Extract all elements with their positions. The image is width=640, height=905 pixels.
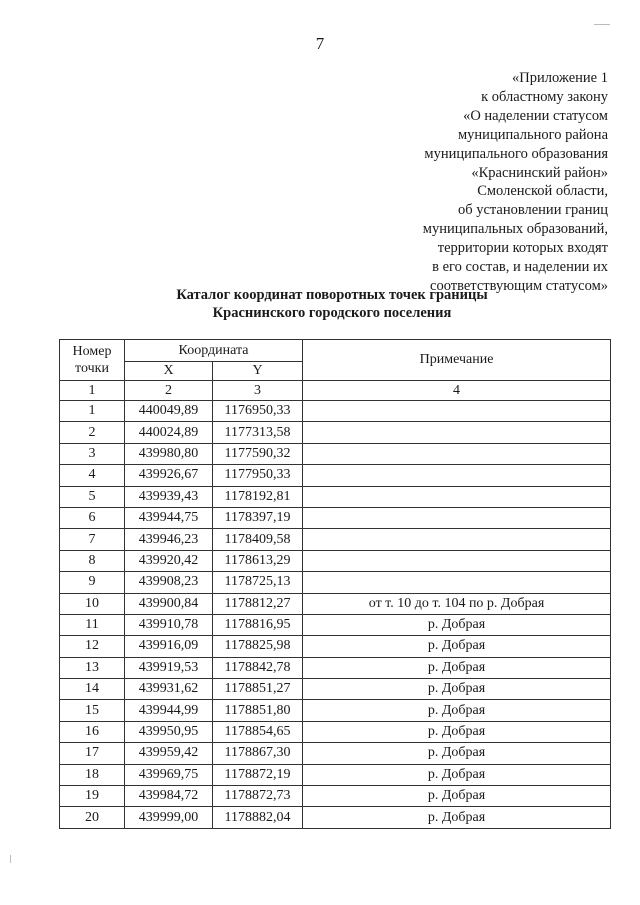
table-row: [60, 529, 611, 550]
table-row: [60, 743, 611, 764]
point-number-cell: 7: [60, 529, 125, 550]
x-coordinate-cell: 439946,23: [125, 529, 213, 550]
x-coordinate-cell: 440049,89: [125, 401, 213, 422]
x-coordinate-cell: 439984,72: [125, 786, 213, 807]
x-coordinate-cell: 439926,67: [125, 465, 213, 486]
table-row: [60, 507, 611, 528]
note-cell: р. Добрая: [303, 614, 611, 635]
table-row: [60, 721, 611, 742]
table-row: [60, 422, 611, 443]
y-coordinate-cell: 1178613,29: [213, 550, 303, 571]
title-line-1: Каталог координат поворотных точек границы: [176, 287, 488, 303]
point-number-cell: 6: [60, 507, 125, 528]
point-number-cell: 4: [60, 465, 125, 486]
table-row: [60, 465, 611, 486]
appendix-line: в его состав, и наделении их: [432, 259, 608, 276]
table-row: [60, 636, 611, 657]
y-coordinate-cell: 1177950,33: [213, 465, 303, 486]
y-coordinate-cell: 1178851,80: [213, 700, 303, 721]
column-number: 3: [213, 381, 303, 401]
table-row: [60, 700, 611, 721]
point-number-cell: 3: [60, 443, 125, 464]
x-coordinate-cell: 439944,99: [125, 700, 213, 721]
x-coordinate-cell: 439900,84: [125, 593, 213, 614]
column-number: 2: [125, 381, 213, 401]
title-line-2: Краснинского городского поселения: [212, 305, 452, 321]
y-coordinate-cell: 1178854,65: [213, 721, 303, 742]
note-cell: р. Добрая: [303, 657, 611, 678]
table-row: [60, 786, 611, 807]
x-coordinate-cell: 439919,53: [125, 657, 213, 678]
y-coordinate-cell: 1178816,95: [213, 614, 303, 635]
y-coordinate-cell: 1177313,58: [213, 422, 303, 443]
note-cell: [303, 465, 611, 486]
header-point-number-line1: Номер: [72, 344, 112, 359]
point-number-cell: 5: [60, 486, 125, 507]
table-row: [60, 657, 611, 678]
y-coordinate-cell: 1178842,78: [213, 657, 303, 678]
x-coordinate-cell: 439908,23: [125, 572, 213, 593]
y-coordinate-cell: 1178867,30: [213, 743, 303, 764]
y-coordinate-cell: 1178872,19: [213, 764, 303, 785]
header-x: X: [125, 362, 213, 381]
note-cell: р. Добрая: [303, 679, 611, 700]
y-coordinate-cell: 1178192,81: [213, 486, 303, 507]
y-coordinate-cell: 1178725,13: [213, 572, 303, 593]
note-cell: р. Добрая: [303, 807, 611, 828]
point-number-cell: 11: [60, 614, 125, 635]
point-number-cell: 18: [60, 764, 125, 785]
note-cell: р. Добрая: [303, 636, 611, 657]
y-coordinate-cell: 1178872,73: [213, 786, 303, 807]
point-number-cell: 1: [60, 401, 125, 422]
note-cell: р. Добрая: [303, 700, 611, 721]
point-number-cell: 20: [60, 807, 125, 828]
y-coordinate-cell: 1178851,27: [213, 679, 303, 700]
note-cell: [303, 572, 611, 593]
y-coordinate-cell: 1178397,19: [213, 507, 303, 528]
x-coordinate-cell: 439980,80: [125, 443, 213, 464]
note-cell: р. Добрая: [303, 743, 611, 764]
note-cell: [303, 443, 611, 464]
appendix-line: об установлении границ: [457, 202, 608, 219]
header-point-number: [60, 340, 125, 381]
table-row: [60, 486, 611, 507]
point-number-cell: 16: [60, 721, 125, 742]
y-coordinate-cell: 1178409,58: [213, 529, 303, 550]
y-coordinate-cell: 1176950,33: [213, 401, 303, 422]
scan-mark-left: [10, 855, 11, 863]
table-row: [60, 614, 611, 635]
document-title: [0, 286, 640, 322]
note-cell: р. Добрая: [303, 764, 611, 785]
scan-mark-top-right: [594, 24, 610, 25]
x-coordinate-cell: 439959,42: [125, 743, 213, 764]
x-coordinate-cell: 439944,75: [125, 507, 213, 528]
note-cell: [303, 550, 611, 571]
y-coordinate-cell: 1178812,27: [213, 593, 303, 614]
note-cell: [303, 507, 611, 528]
appendix-line: муниципального образования: [424, 145, 608, 162]
column-number: 4: [303, 381, 611, 401]
appendix-line: «Приложение 1: [512, 70, 608, 86]
y-coordinate-cell: 1178825,98: [213, 636, 303, 657]
header-point-number-line2: точки: [75, 361, 109, 376]
point-number-cell: 19: [60, 786, 125, 807]
x-coordinate-cell: 439950,95: [125, 721, 213, 742]
y-coordinate-cell: 1177590,32: [213, 443, 303, 464]
appendix-line: муниципального района: [458, 126, 608, 143]
x-coordinate-cell: 440024,89: [125, 422, 213, 443]
appendix-line: соответствующим статусом»: [430, 277, 608, 294]
appendix-line: территории которых входят: [437, 240, 608, 257]
appendix-line: к областному закону: [481, 88, 608, 105]
page-number: 7: [315, 34, 325, 53]
coordinates-table: [59, 339, 611, 829]
column-number: 1: [60, 381, 125, 401]
table-row: [60, 550, 611, 571]
point-number-cell: 8: [60, 550, 125, 571]
point-number-cell: 13: [60, 657, 125, 678]
table-row: [60, 593, 611, 614]
point-number-cell: 17: [60, 743, 125, 764]
table-row: [60, 572, 611, 593]
point-number-cell: 12: [60, 636, 125, 657]
note-cell: [303, 401, 611, 422]
table-body: [60, 401, 611, 829]
note-cell: р. Добрая: [303, 721, 611, 742]
x-coordinate-cell: 439910,78: [125, 614, 213, 635]
appendix-line: «Краснинский район»: [471, 164, 608, 181]
x-coordinate-cell: 439920,42: [125, 550, 213, 571]
note-cell: [303, 486, 611, 507]
y-coordinate-cell: 1178882,04: [213, 807, 303, 828]
header-coordinate: Координата: [125, 340, 303, 362]
x-coordinate-cell: 439916,09: [125, 636, 213, 657]
table-row: [60, 764, 611, 785]
x-coordinate-cell: 439931,62: [125, 679, 213, 700]
note-cell: р. Добрая: [303, 786, 611, 807]
note-cell: от т. 10 до т. 104 по р. Добрая: [303, 593, 611, 614]
point-number-cell: 14: [60, 679, 125, 700]
x-coordinate-cell: 439999,00: [125, 807, 213, 828]
point-number-cell: 2: [60, 422, 125, 443]
appendix-line: Смоленской области,: [477, 183, 608, 200]
header-y: Y: [213, 362, 303, 381]
point-number-cell: 10: [60, 593, 125, 614]
table-row: [60, 401, 611, 422]
point-number-cell: 9: [60, 572, 125, 593]
x-coordinate-cell: 439939,43: [125, 486, 213, 507]
appendix-line: муниципальных образований,: [422, 221, 608, 238]
appendix-line: «О наделении статусом: [463, 107, 608, 124]
table-row: [60, 679, 611, 700]
table-row: [60, 807, 611, 828]
point-number-cell: 15: [60, 700, 125, 721]
x-coordinate-cell: 439969,75: [125, 764, 213, 785]
appendix-header: [308, 69, 608, 296]
header-note: Примечание: [303, 340, 611, 381]
note-cell: [303, 529, 611, 550]
table-row: [60, 443, 611, 464]
note-cell: [303, 422, 611, 443]
